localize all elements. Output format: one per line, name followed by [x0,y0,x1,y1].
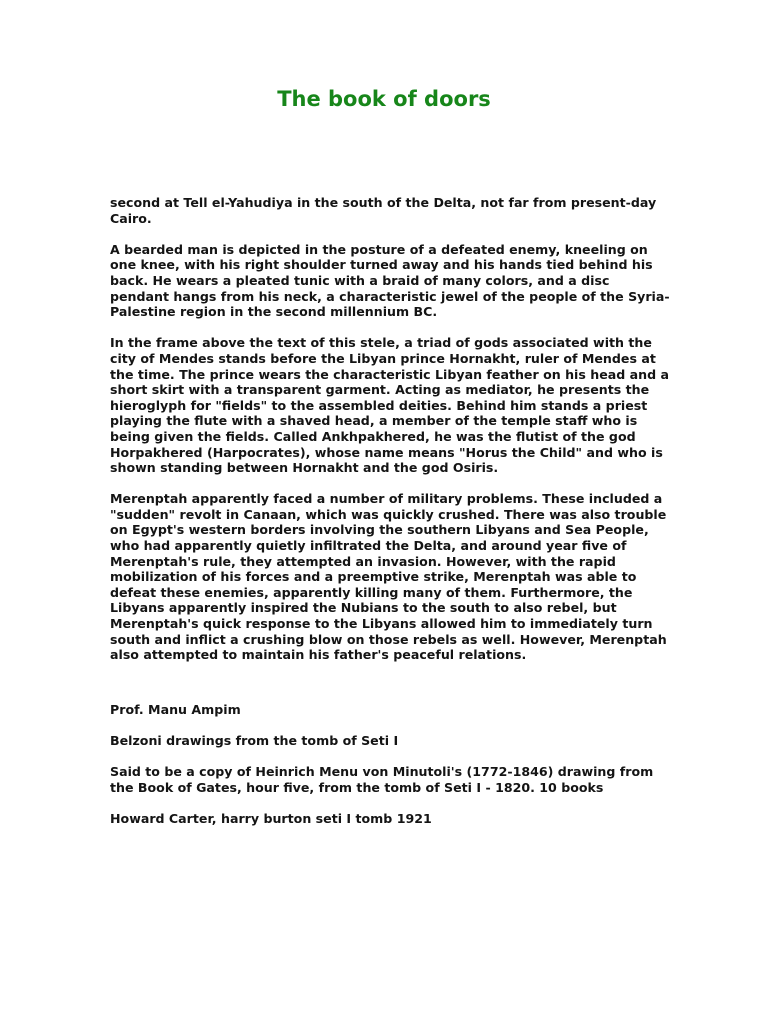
paragraph-tell-el-yahudiya: second at Tell el-Yahudiya in the south of the Delta, not far from present-day Cairo. [110,195,657,226]
paragraph-merenptah: Merenptah apparently faced a number of military problems. These included a "sudden" revolt in Canaan, which was quickly crushed. There was also trouble on Egypt's western borders involving the southern Libyans and Sea People, who had apparently quietly infiltrated the Delta, and around year five of Merenptah's rule, they attempted an invasion. However, with the rapid mobilization of his forces and a preemptive strike, Merenptah was able to defeat these enemies, apparently killing many of them. Furthermore, the Libyans apparently inspired the Nubians to the south to also rebel, but Merenptah's quick response to the Libyans allowed him to immediately turn south and inflict a crushing blow on those rebels as well. However, Merenptah also attempted to maintain his father's peaceful relations. [110,491,667,663]
paragraph-bearded-man: A bearded man is depicted in the posture of a defeated enemy, kneeling on one knee, with his right shoulder turned away and his hands tied behind his back. He wears a pleated tunic with a braid of many colors, and a disc pendant hangs from his neck, a characteristic jewel of the people of the Syria-Palestine region in the second millennium BC. [110,241,670,320]
credit-belzoni: Belzoni drawings from the tomb of Seti I [110,733,399,748]
document-body [110,195,670,842]
credit-author: Prof. Manu Ampim [110,701,241,717]
credit-carter: Howard Carter, harry burton seti I tomb 1921 [110,810,432,826]
page-title: The book of doors [277,87,491,111]
paragraph-stele-frame: In the frame above the text of this stele, a triad of gods associated with the city of Mendes stands before the Libyan prince Hornakht, ruler of Mendes at the time. The prince wears the characteristic Libyan feather on his head and a short skirt with a transparent garment. Acting as mediator, he presents the hieroglyph for "fields" to the assembled deities. Behind him stands a priest playing the flute with a shaved head, a member of the temple staff who is being given the fields. Called Ankhpakhered, he was the flutist of the god Horpakhered (Harpocrates), whose name means "Horus the Child" and who is shown standing between Hornakht and the god Osiris. [110,335,670,476]
credit-minutoli: Said to be a copy of Heinrich Menu von Minutoli's (1772-1846) drawing from the Book of Gates, hour five, from the tomb of Seti I - 1820. 10 books [110,764,654,795]
